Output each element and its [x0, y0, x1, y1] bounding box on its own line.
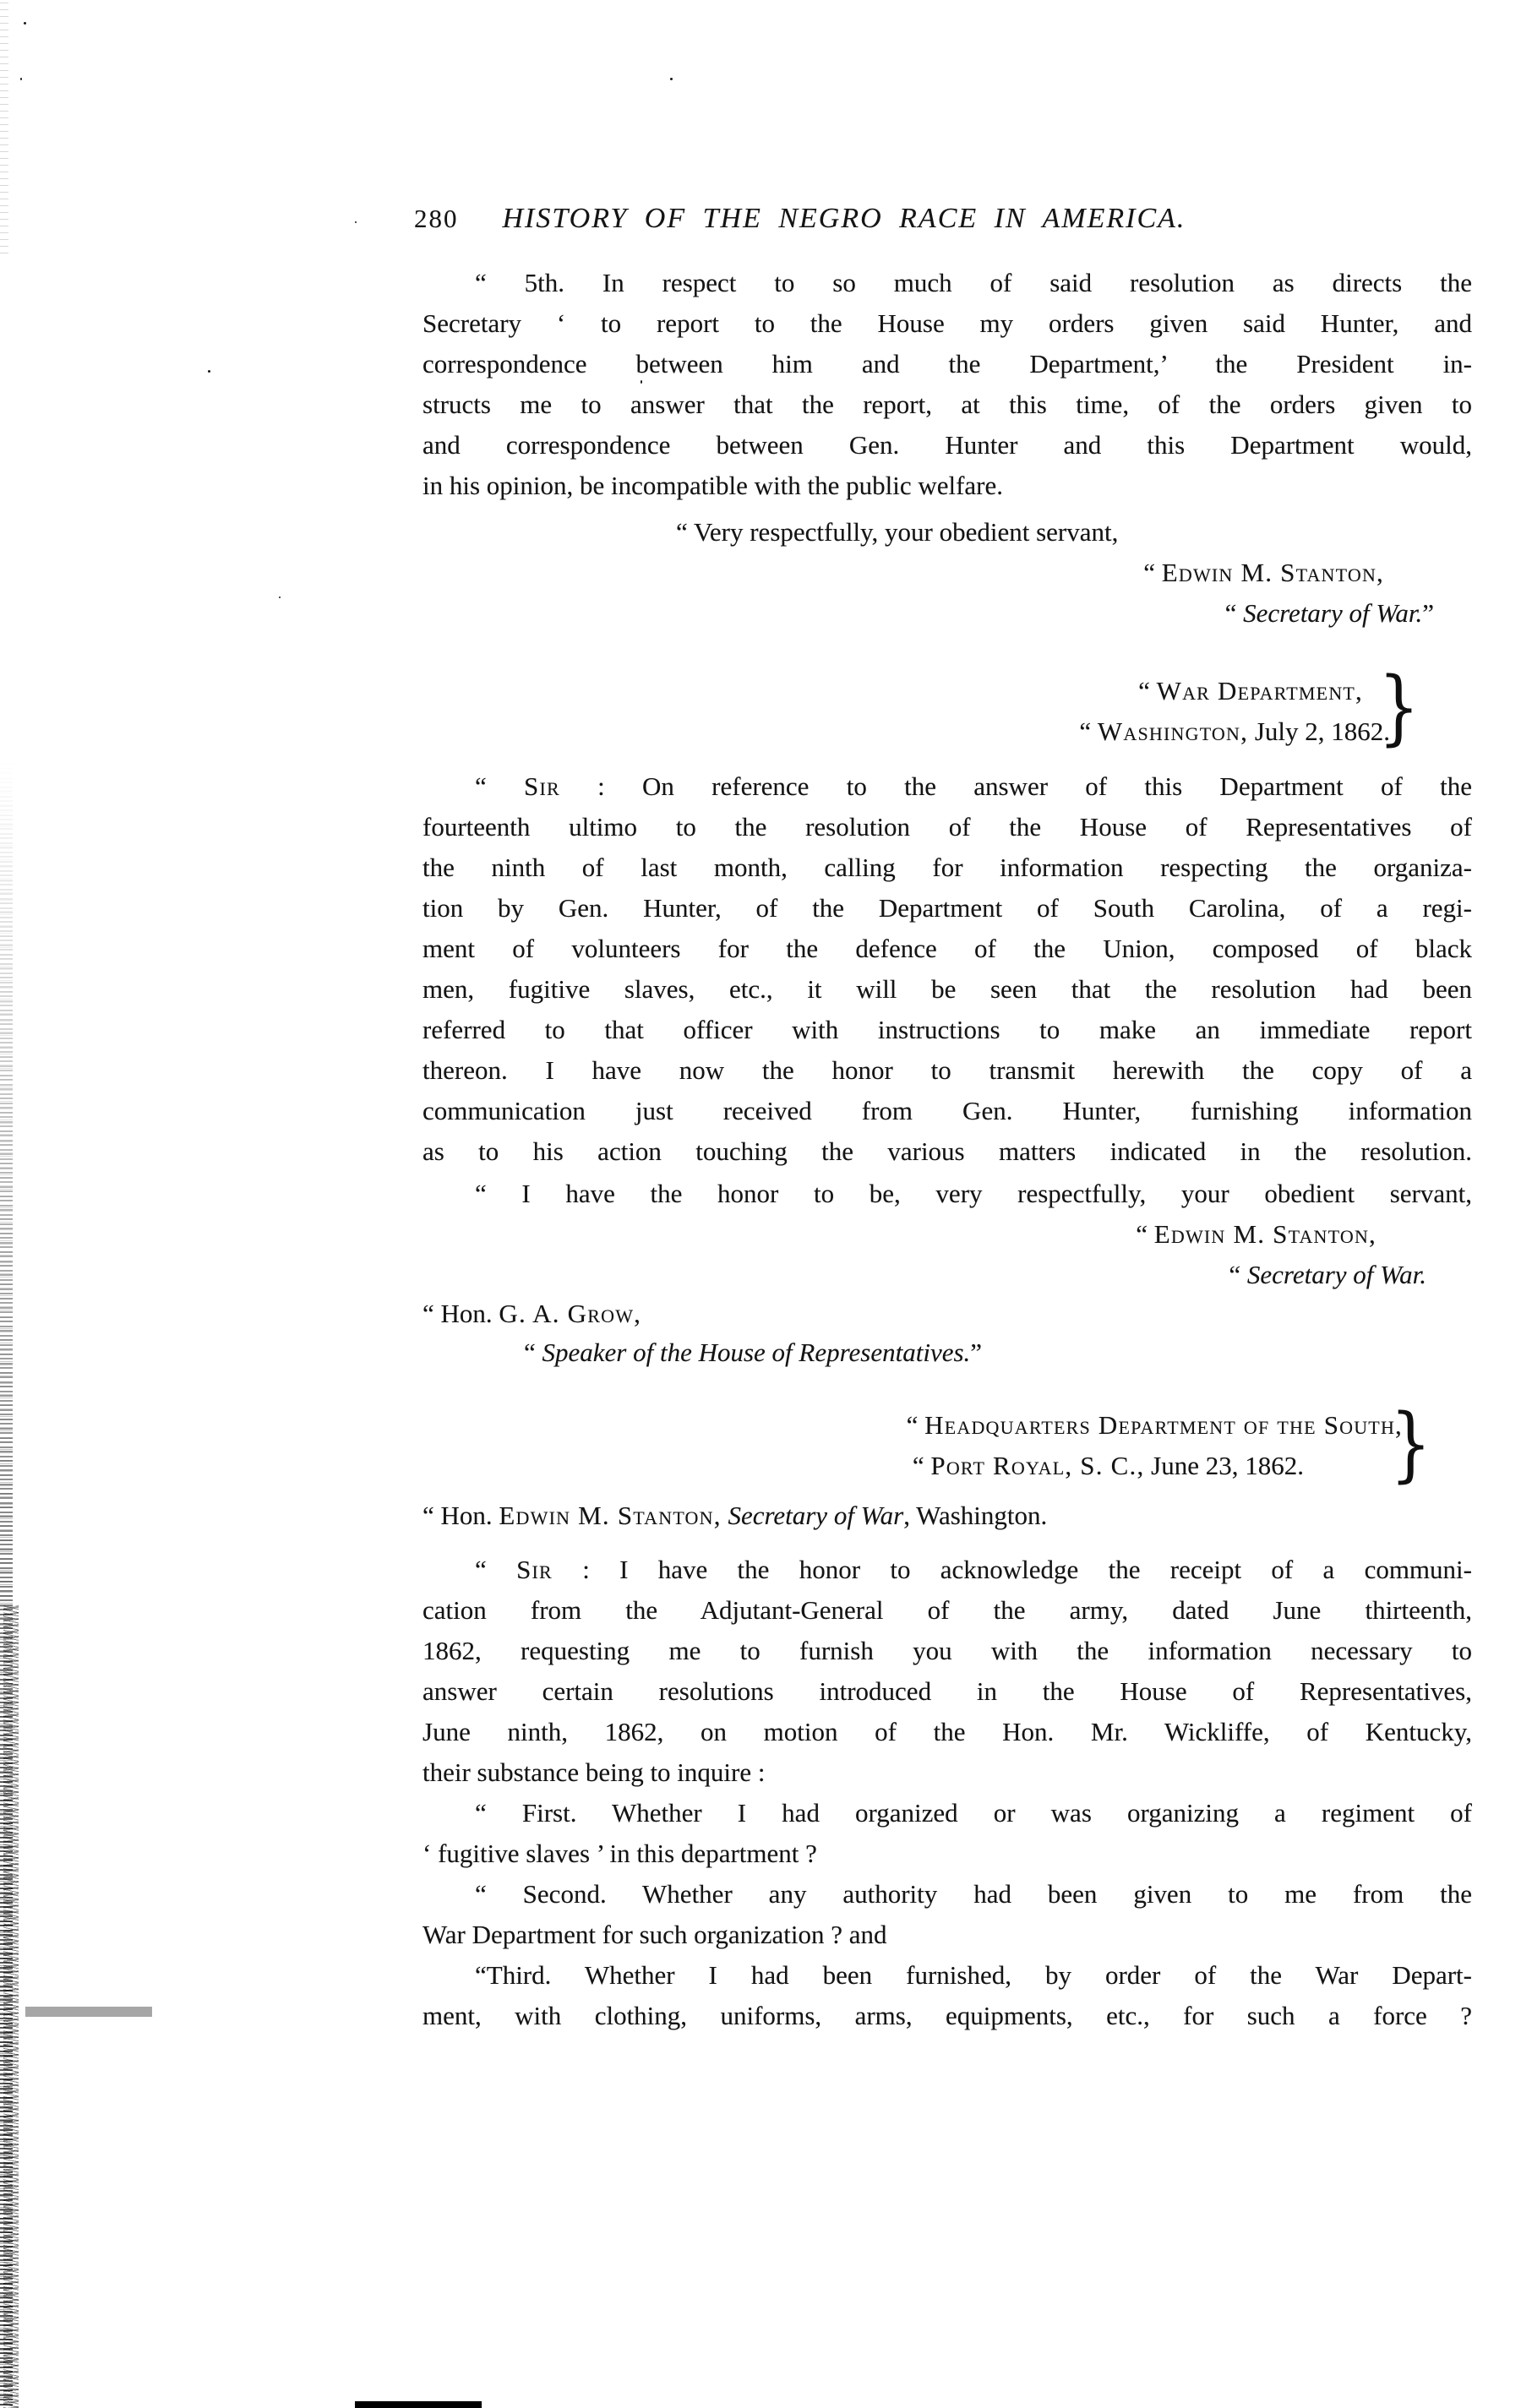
text-run: ” [970, 1337, 983, 1367]
scan-noise-top-left [0, 0, 8, 253]
text-line [422, 1833, 1472, 1874]
paragraph-sir-on-reference [422, 766, 1472, 1172]
text-run: in his opinion, be incompatible with the public welfare. [422, 471, 1004, 500]
text-run: “ Hon. [422, 1299, 499, 1328]
text-line [422, 1091, 1472, 1131]
text-line [422, 1050, 1472, 1091]
text-line [422, 1915, 1472, 1955]
text-run: June 23, 1862. [1144, 1451, 1304, 1480]
text-line [422, 969, 1472, 1010]
valediction-line [422, 1174, 1472, 1214]
text-run: ” [1422, 598, 1434, 628]
text-line [422, 303, 1472, 344]
text-run: cation from the Adjutant-General of the army, dated June thirteenth, [422, 1595, 1472, 1625]
text-line [422, 1793, 1472, 1833]
small-caps-text: G. A. Grow, [499, 1299, 642, 1328]
text-run: their substance being to inquire : [422, 1757, 766, 1787]
text-line [422, 1874, 1472, 1915]
text-run: Secretary ‘ to report to the House my orders given said Hunter, and [422, 308, 1472, 338]
text-run: “ [1229, 1260, 1247, 1289]
text-run: “ [906, 1410, 925, 1440]
text-run: referred to that officer with instructions to make an immediate report [422, 1015, 1472, 1044]
text-run: “ [912, 1451, 931, 1480]
scan-speck [20, 78, 22, 80]
text-run: “ [475, 1555, 517, 1584]
text-line [422, 425, 1472, 466]
right-brace-glyph: } [1390, 1397, 1431, 1491]
small-caps-text: Sir [524, 771, 560, 801]
text-line [422, 1712, 1472, 1752]
scan-blotch [25, 2007, 152, 2017]
text-run: “ First. Whether I had organized or was organizing a regiment of [475, 1798, 1472, 1828]
addressee-title [524, 1332, 1472, 1373]
text-run: “ [1138, 676, 1157, 706]
text-run: “ [1224, 598, 1244, 628]
text-line [422, 384, 1472, 425]
small-caps-text: Edwin M. Stanton, [1153, 1219, 1377, 1249]
small-caps-text: Edwin M. Stanton, [499, 1501, 722, 1530]
small-caps-text: Headquarters Department of the South, [924, 1410, 1403, 1440]
text-run: ment, with clothing, uniforms, arms, equipments, etc., for such a force ? [422, 2001, 1472, 2030]
running-title: HISTORY OF THE NEGRO RACE IN AMERICA. [502, 203, 1186, 234]
text-run: the ninth of last month, calling for information respecting the organiza- [422, 853, 1472, 882]
text-run: answer certain resolutions introduced in the House of Representatives, [422, 1676, 1472, 1706]
text-run: “ [1136, 1219, 1154, 1249]
text-run: tion by Gen. Hunter, of the Department of South Carolina, of a regi- [422, 893, 1472, 923]
text-line [422, 1996, 1472, 2036]
signature-title [422, 593, 1472, 634]
text-run: 1862, requesting me to furnish you with the information necessary to [422, 1636, 1472, 1665]
right-brace-glyph: } [1378, 660, 1420, 755]
paragraph-first [422, 1793, 1472, 1874]
small-caps-text: War Department, [1156, 676, 1363, 706]
text-run: as to his action touching the various matters indicated in the resolution. [422, 1136, 1472, 1166]
text-line [422, 1405, 1472, 1446]
text-run: “ [475, 771, 525, 801]
small-caps-text: Edwin M. Stanton, [1161, 558, 1384, 587]
text-line [422, 766, 1472, 807]
address-line [422, 1495, 1472, 1536]
text-run: July 2, 1862. [1248, 716, 1390, 746]
text-run: “ [1143, 558, 1162, 587]
text-run: communication just received from Gen. Hunter, furnishing information [422, 1096, 1472, 1125]
paragraph-5th-clause [422, 263, 1472, 506]
italic-text: Secretary of War [728, 1501, 904, 1530]
small-caps-text: Sir [516, 1555, 553, 1584]
scan-speck [355, 221, 357, 223]
scan-speck [208, 370, 210, 373]
text-line [422, 263, 1472, 303]
dateline-headquarters [422, 1397, 1472, 1491]
text-line [422, 1955, 1472, 1996]
paragraph-sir-acknowledge [422, 1550, 1472, 1793]
scan-noise-left-band-lower [3, 1605, 19, 2408]
text-line [422, 929, 1472, 969]
text-line [422, 344, 1472, 384]
signature-title [422, 1255, 1472, 1295]
text-run: June ninth, 1862, on motion of the Hon. Mr. Wickliffe, of Kentucky, [422, 1717, 1472, 1746]
text-line [422, 1671, 1472, 1712]
text-line [422, 671, 1472, 711]
scan-speck [279, 597, 281, 598]
scan-noise-left-band [0, 760, 13, 2408]
page-number: 280 [414, 204, 459, 233]
text-line [422, 711, 1472, 752]
text-run: : On reference to the answer of this Department of the [559, 771, 1472, 801]
text-line [422, 1010, 1472, 1050]
page-header [414, 203, 1472, 235]
text-line [422, 1752, 1472, 1793]
text-run: “ Very respectfully, your obedient servant, [676, 517, 1119, 547]
text-run: “ Second. Whether any authority had been given to me from the [475, 1879, 1472, 1909]
text-run: “ 5th. In respect to so much of said resolution as directs the [475, 268, 1472, 297]
small-caps-text: Washington, [1097, 716, 1249, 746]
text-run: “ [1079, 716, 1098, 746]
text-run: “ [524, 1337, 542, 1367]
text-run: fourteenth ultimo to the resolution of the House of Representatives of [422, 812, 1472, 842]
text-run: “ I have the honor to be, very respectfully, your obedient servant, [475, 1179, 1472, 1208]
scan-speck [670, 78, 673, 80]
small-caps-text: Port Royal, S. C., [930, 1451, 1145, 1480]
text-line [422, 888, 1472, 929]
text-line [422, 1131, 1472, 1172]
text-run: thereon. I have now the honor to transmit herewith the copy of a [422, 1055, 1472, 1085]
text-run: correspondence between him and the Department,’ the President in- [422, 349, 1472, 379]
text-run: ment of volunteers for the defence of the Union, composed of black [422, 934, 1472, 963]
paragraph-second [422, 1874, 1472, 1955]
text-line [422, 1550, 1472, 1590]
text-run: ‘ fugitive slaves ’ in this department ? [422, 1839, 817, 1868]
text-line [422, 1590, 1472, 1631]
scan-speck [24, 22, 26, 25]
text-run: “Third. Whether I had been furnished, by order of the War Depart- [475, 1960, 1472, 1990]
text-run: men, fugitive slaves, etc., it will be seen that the resolution had been [422, 974, 1472, 1004]
scan-bottom-mark [355, 2401, 482, 2408]
text-run: War Department for such organization ? and [422, 1920, 887, 1949]
text-line [422, 1446, 1472, 1486]
text-line [422, 466, 1472, 506]
text-line [422, 1631, 1472, 1671]
signature-name [422, 553, 1472, 593]
signature-name [422, 1214, 1472, 1255]
text-run: “ Hon. [422, 1501, 499, 1530]
italic-text: Secretary of War. [1243, 598, 1423, 628]
italic-text: Secretary of War. [1246, 1260, 1426, 1289]
text-line [422, 847, 1472, 888]
text-run: and correspondence between Gen. Hunter and this Department would, [422, 430, 1472, 460]
text-run: structs me to answer that the report, at this time, of the orders given to [422, 390, 1472, 419]
paragraph-third [422, 1955, 1472, 2036]
text-run: : I have the honor to acknowledge the receipt of a communi- [552, 1555, 1472, 1584]
dateline-war-department [422, 660, 1472, 755]
text-run: , Washington. [903, 1501, 1048, 1530]
addressee-name [422, 1294, 1472, 1334]
text-line [422, 807, 1472, 847]
valediction-line [676, 512, 1472, 553]
italic-text: Speaker of the House of Representatives. [542, 1337, 971, 1367]
